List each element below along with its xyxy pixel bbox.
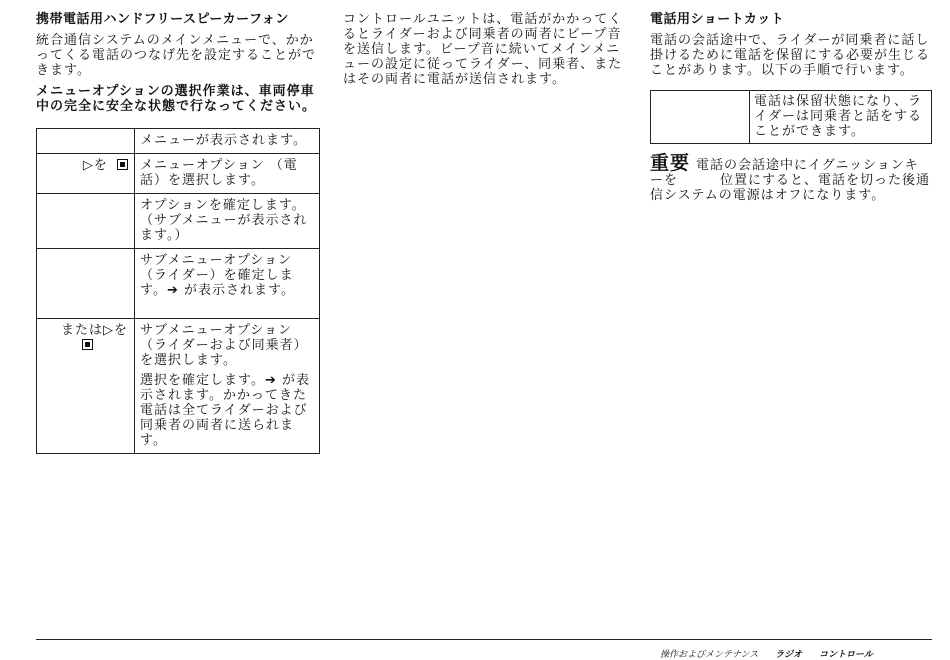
table-row <box>651 91 932 144</box>
step-key-label: または▷を <box>61 323 128 338</box>
table-row <box>37 154 320 194</box>
column-right <box>650 12 932 203</box>
column-left <box>36 12 320 454</box>
step-text-cell: オプションを確定します。（サブメニューが表示されます。） <box>135 194 320 249</box>
step-text-cell: メニューオプション （電話）を選択します。 <box>135 154 320 194</box>
footer-divider <box>36 639 932 640</box>
footer-section: 操作およびメンテナンス <box>660 650 759 660</box>
steps-table <box>36 128 320 454</box>
table-row <box>37 319 320 454</box>
table-row <box>37 129 320 154</box>
square-button-icon <box>117 159 128 170</box>
footer-chapter: ラジオ <box>775 650 803 660</box>
step-key-label: ▷を <box>82 158 108 173</box>
shortcut-paragraph: 電話の会話途中で、ライダーが同乗者に話し掛けるために電話を保留にする必要が生じることがあります。以下の手順で行います。 <box>650 33 931 78</box>
shortcut-key-cell <box>651 91 750 144</box>
step-key-cell <box>37 319 135 454</box>
important-notice <box>650 152 932 203</box>
intro-paragraph: 統合通信システムのメインメニューで、かかってくる電話のつなげ先を設定することができます。 <box>36 33 317 78</box>
square-button-icon <box>82 339 93 350</box>
incoming-call-paragraph: コントロールユニットは、電話がかかってくるとライダーおよび同乗者の両者にビープ音を送信します。ビープ音に続いてメインメニューの設定に従ってライダー、同乗者、またはその両者に電話が送信されます。 <box>343 12 623 87</box>
table-row <box>37 194 320 249</box>
important-text: 電話の会話途中にイグニッションキーを 位置にすると、電話を切った後通信システムの電源はオフになります。 <box>650 158 931 203</box>
step-text-cell: メニューが表示されます。 <box>135 129 320 154</box>
footer-page-label: コントロール <box>819 650 873 660</box>
page-footer <box>660 647 887 660</box>
step-key-cell <box>37 129 135 154</box>
safety-warning: メニューオプションの選択作業は、車両停車中の完全に安全な状態で行なってください。 <box>36 84 317 114</box>
column-middle <box>343 12 628 93</box>
shortcut-table <box>650 90 932 144</box>
step-key-cell <box>37 194 135 249</box>
step-text-cell: サブメニューオプション （ライダー）を確定します。➔ が表示されます。 <box>135 249 320 319</box>
important-label: 重要 <box>650 152 691 174</box>
step-text-cell: サブメニューオプション （ライダーおよび同乗者）を選択します。 選択を確定します。➔ が表示されます。かかってきた電話は全てライダーおよび同乗者の両者に送られます。 <box>135 319 320 454</box>
step-key-cell <box>37 154 135 194</box>
section-heading: 携帯電話用ハンドフリースピーカーフォン <box>36 12 289 27</box>
shortcut-heading: 電話用ショートカット <box>650 12 785 27</box>
step-key-cell <box>37 249 135 319</box>
shortcut-text-cell: 電話は保留状態になり、ライダーは同乗者と話をすることができます。 <box>750 91 932 144</box>
table-row <box>37 249 320 319</box>
